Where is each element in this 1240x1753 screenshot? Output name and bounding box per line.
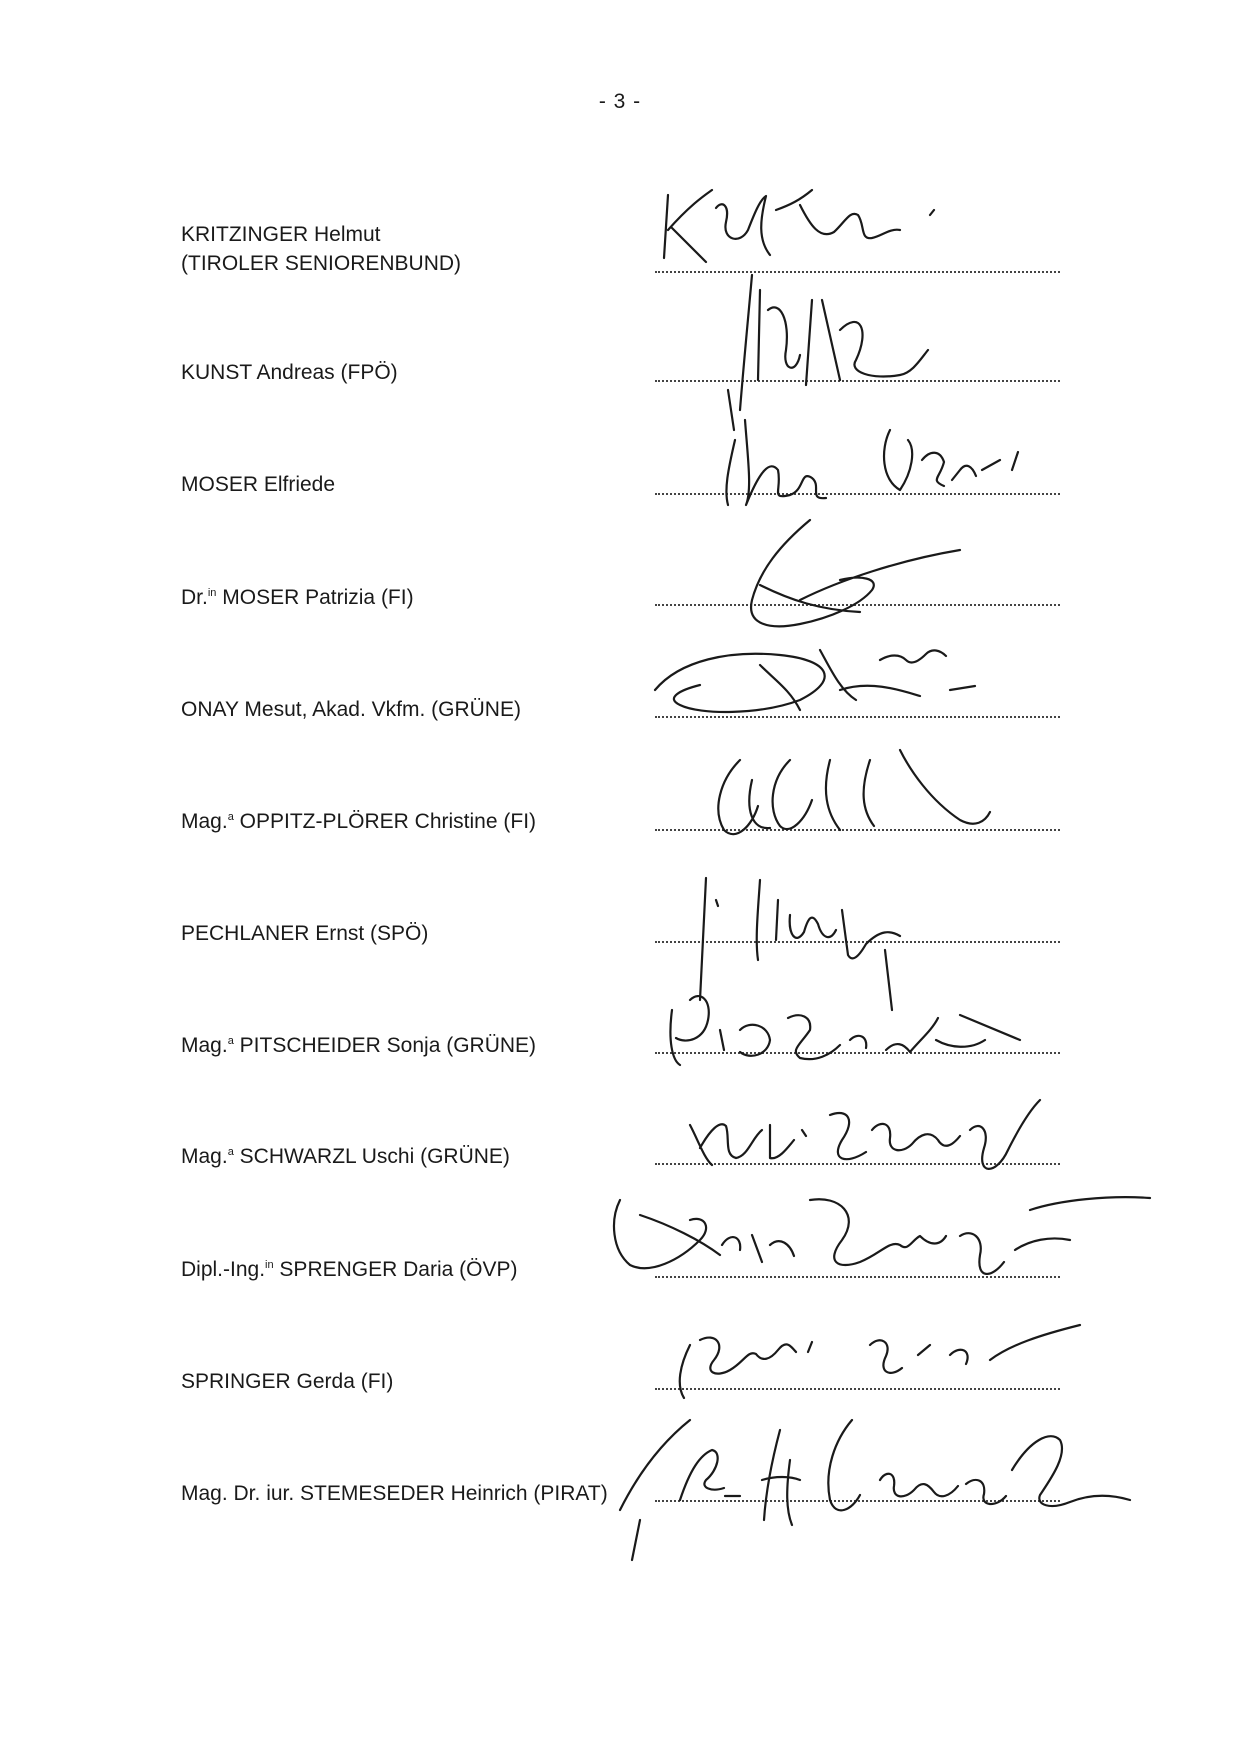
signature-line <box>655 716 1060 718</box>
signature-line <box>655 1276 1060 1278</box>
signature-kunst <box>728 275 928 430</box>
signature-onay <box>655 650 975 712</box>
signatory-name: ONAY Mesut, Akad. Vkfm. (GRÜNE) <box>181 698 521 721</box>
signature-line <box>655 271 1060 273</box>
signature-pechlaner <box>700 878 900 1010</box>
signature-line <box>655 1163 1060 1165</box>
signature-line <box>655 1052 1060 1054</box>
signatory-name: Dipl.-Ing.$^{in}$ SPRENGER Daria (ÖVP) <box>181 1258 518 1281</box>
signatory-name: KRITZINGER Helmut (TIROLER SENIORENBUND) <box>181 223 462 275</box>
signatory-name: PECHLANER Ernst (SPÖ) <box>181 922 429 945</box>
signature-line <box>655 380 1060 382</box>
signature-line <box>655 604 1060 606</box>
page-number: - 3 - <box>598 90 642 113</box>
signature-sprenger <box>614 1197 1150 1274</box>
signatory-name: Mag. Dr. iur. STEMESEDER Heinrich (PIRAT) <box>181 1482 608 1505</box>
signature-moser-patrizia <box>751 520 960 626</box>
signature-kritzinger <box>664 190 934 262</box>
signature-pitscheider <box>670 996 1020 1065</box>
signature-stemeseder <box>620 1420 1130 1560</box>
signatory-name: SPRINGER Gerda (FI) <box>181 1370 394 1393</box>
signatory-name: Mag.$^a$ OPPITZ-PLÖRER Christine (FI) <box>181 810 537 833</box>
signatory-name: KUNST Andreas (FPÖ) <box>181 361 398 384</box>
signature-line <box>655 1388 1060 1390</box>
signatory-name: Dr.$^{in}$ MOSER Patrizia (FI) <box>181 586 414 609</box>
signature-line <box>655 941 1060 943</box>
signature-oppitz-ploerer <box>718 750 990 834</box>
signature-line <box>655 829 1060 831</box>
signatory-name: Mag.$^a$ SCHWARZL Uschi (GRÜNE) <box>181 1145 510 1168</box>
signature-line <box>655 493 1060 495</box>
signatory-name: MOSER Elfriede <box>181 473 336 496</box>
signature-schwarzl <box>690 1100 1040 1169</box>
signature-line <box>655 1500 1060 1502</box>
signatory-name: Mag.$^a$ PITSCHEIDER Sonja (GRÜNE) <box>181 1034 537 1057</box>
